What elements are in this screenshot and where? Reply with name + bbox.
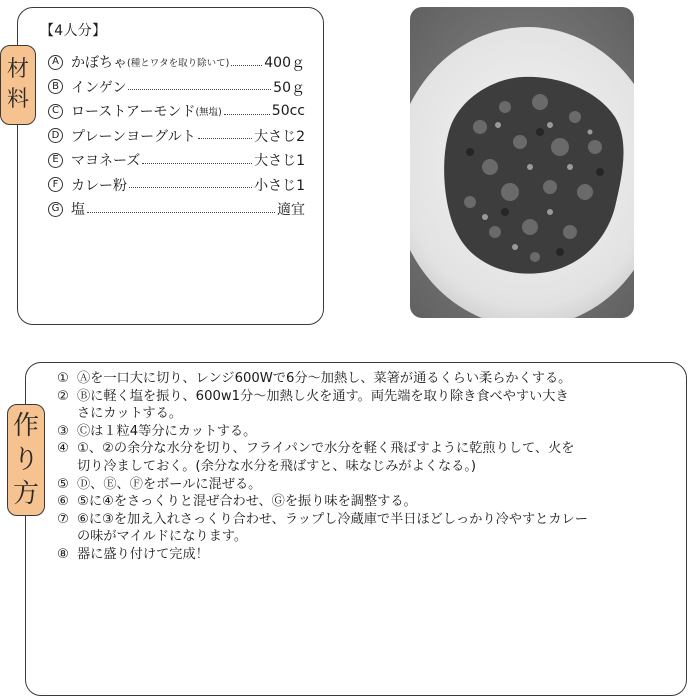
ingredient-note: (種とワタを取り除いて) <box>127 58 230 70</box>
ingredient-name: マヨネーズ <box>71 153 141 170</box>
servings-label: 【4人分】 <box>40 23 107 39</box>
ingredient-marker: A <box>48 55 63 70</box>
ingredient-qty: 大さじ1 <box>254 153 305 170</box>
food-photo-graphic <box>410 7 634 318</box>
ingredient-name: ローストアーモンド <box>71 104 196 121</box>
step-number: ⑥ <box>57 494 69 510</box>
tab-char: り <box>12 445 39 475</box>
step-number: ⑧ <box>57 546 69 562</box>
ingredient-qty: 400ｇ <box>264 55 305 72</box>
step-item <box>57 423 657 441</box>
leader-dots <box>87 212 275 213</box>
ingredient-row <box>48 197 305 222</box>
step-text: 器に盛り付けて完成！ <box>77 546 209 562</box>
step-number: ⑤ <box>57 476 69 492</box>
ingredient-row <box>48 75 305 100</box>
ingredient-qty: 大さじ2 <box>254 128 305 145</box>
ingredient-list <box>48 50 305 222</box>
ingredient-name: インゲン <box>71 79 127 96</box>
leader-dots <box>142 163 252 164</box>
ingredients-tab <box>0 45 36 125</box>
tab-char: 方 <box>12 479 39 509</box>
leader-dots <box>129 187 252 188</box>
ingredient-qty: 50cc <box>271 103 305 120</box>
ingredient-marker: D <box>48 128 63 143</box>
step-item <box>57 476 657 494</box>
ingredient-note: (無塩) <box>195 107 222 119</box>
food-photo-icon <box>410 7 634 318</box>
ingredient-qty: 小さじ1 <box>254 177 305 194</box>
ingredient-name: プレーンヨーグルト <box>71 128 196 145</box>
ingredient-row <box>48 124 305 149</box>
tab-char: 材 <box>6 57 29 82</box>
step-number: ① <box>57 371 69 386</box>
leader-dots <box>224 114 270 115</box>
ingredient-row <box>48 50 305 75</box>
ingredient-row <box>48 99 305 124</box>
ingredient-qty: 適宜 <box>277 202 305 219</box>
step-number: ② <box>57 388 69 404</box>
step-text: Ⓓ、Ⓔ、Ⓕをボールに混ぜる。 <box>77 476 262 492</box>
step-text: ⑥に③を加え入れさっくり合わせ、ラップし冷蔵庫で半日ほどしっかり冷やすとカレー の味がマイルドになります。 <box>77 511 588 545</box>
leader-dots <box>128 89 271 90</box>
ingredient-marker: E <box>48 153 63 168</box>
step-item <box>57 388 657 423</box>
ingredient-marker: G <box>48 202 63 217</box>
method-tab <box>7 404 45 516</box>
step-list <box>57 370 657 564</box>
step-number: ⑦ <box>57 511 69 527</box>
tab-char: 作 <box>12 411 39 441</box>
step-number: ③ <box>57 423 69 439</box>
ingredient-marker: B <box>48 79 63 94</box>
step-item <box>57 493 657 511</box>
leader-dots <box>198 138 252 139</box>
step-item <box>57 370 657 388</box>
step-text: ⑤に④をさっくりと混ぜ合わせ、Ⓖを振り味を調整する。 <box>77 494 417 510</box>
step-text: Ⓐを一口大に切り、レンジ600Wで6分～加熱し、菜箸が通るくらい柔らかくする。 <box>77 371 572 386</box>
ingredient-name: 塩 <box>71 202 85 219</box>
ingredient-name: カレー粉 <box>71 177 127 194</box>
tab-char: 料 <box>6 87 29 112</box>
step-item <box>57 546 657 564</box>
step-number: ④ <box>57 441 69 457</box>
ingredient-marker: C <box>48 104 63 119</box>
ingredient-row <box>48 148 305 173</box>
step-item <box>57 440 657 475</box>
step-text: ①、②の余分な水分を切り、フライパンで水分を軽く飛ばすように乾煎りして、火を 切り冷ましておく。(余分な水分を飛ばすと、味なじみがよくなる。) <box>77 441 575 474</box>
ingredient-marker: F <box>48 177 63 192</box>
step-item <box>57 511 657 546</box>
leader-dots <box>231 65 262 66</box>
step-text: Ⓑに軽く塩を振り、600w1分～加熱し火を通す。両先端を取り除き食べやすい大き さにカットする。 <box>77 388 569 422</box>
ingredient-row <box>48 173 305 198</box>
ingredient-qty: 50ｇ <box>273 79 305 96</box>
ingredient-name: かぼちゃ <box>71 55 127 72</box>
step-text: Ⓒは１粒4等分にカットする。 <box>77 423 257 439</box>
